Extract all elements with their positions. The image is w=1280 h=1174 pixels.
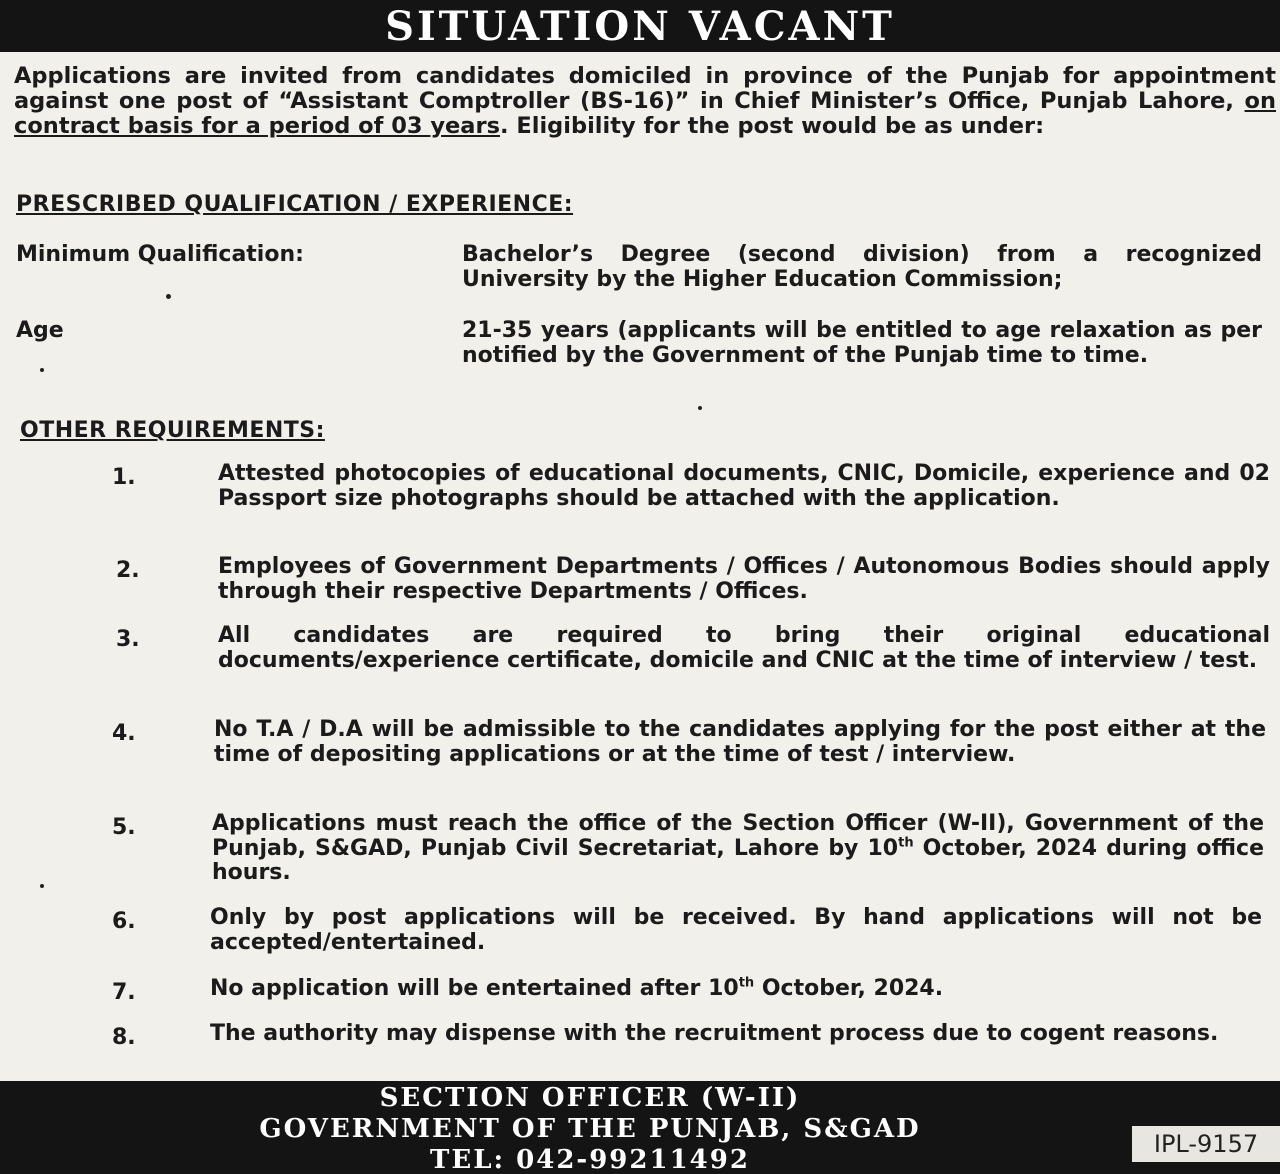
deadline-day: 10	[708, 976, 739, 1001]
by-post-emphasis: by post applications	[283, 905, 556, 930]
age-value: 21-35 years (applicants will be entitled to age relaxation as per notified by the Government of the Punjab time to time.	[462, 318, 1262, 368]
footer-department: GOVERNMENT OF THE PUNJAB, S&GAD	[259, 1114, 921, 1144]
requirement-text-b: will be received. By hand applications will not be accepted/entertained.	[210, 905, 1263, 955]
requirement-text	[210, 906, 1262, 955]
requirement-text-a: No application will be entertained after	[210, 976, 709, 1001]
requirement-text: Employees of Government Departments / Offices / Autonomous Bodies should apply through their respective Departments / Offices.	[218, 554, 1270, 604]
deadline-month-year: October, 2024	[913, 835, 1098, 861]
deadline-suffix: th	[738, 975, 755, 991]
contract-terms: on contract basis for a period of 03 years	[14, 88, 1276, 139]
deadline-month-year: October, 2024	[754, 976, 935, 1001]
deadline-suffix: th	[898, 835, 914, 851]
print-speck	[698, 406, 702, 410]
footer-phone: TEL: 042-99211492	[430, 1145, 750, 1174]
intro-text-3: . Eligibility for the post would be as under:	[499, 113, 1045, 139]
requirements-heading: OTHER REQUIREMENTS:	[20, 418, 325, 443]
page-title: SITUATION VACANT	[385, 2, 895, 50]
deadline-day: 10	[867, 835, 899, 861]
publication-code: IPL-9157	[1132, 1126, 1280, 1162]
intro-text-2: in Chief Minister’s Office, Punjab Lahore,	[689, 88, 1245, 114]
requirement-text	[210, 977, 1262, 1002]
print-speck	[40, 884, 44, 888]
print-speck	[166, 294, 171, 299]
intro-text-1: Applications are invited from candidates domiciled in province of the Punjab for appointment against one post of	[14, 63, 1276, 114]
requirement-text: No T.A / D.A will be admissible to the candidates applying for the post either at the time of depositing applications or at the time of test / interview.	[214, 717, 1266, 767]
requirement-number: 5.	[112, 815, 136, 840]
requirement-number: 4.	[112, 721, 136, 746]
requirement-number: 7.	[112, 980, 136, 1005]
footer-contact	[0, 1083, 1180, 1174]
requirement-number: 2.	[116, 558, 140, 583]
deadline-date	[867, 836, 1097, 861]
requirement-text-a: Applications must reach the office of the Section Officer (W-II), Government of the Punjab, S&GAD, Punjab Civil Secretariat, Lahore by	[212, 811, 1264, 861]
requirement-number: 3.	[116, 627, 140, 652]
requirement-text: The authority may dispense with the recruitment process due to cogent reasons.	[210, 1021, 1219, 1046]
post-title: “Assistant Comptroller (BS-16)”	[278, 88, 690, 114]
footer-officer: SECTION OFFICER (W-II)	[379, 1083, 801, 1113]
qualification-heading: PRESCRIBED QUALIFICATION / EXPERIENCE:	[16, 192, 574, 217]
qualification-label: Minimum Qualification:	[16, 242, 304, 267]
requirement-text: Attested photocopies of educational documents, CNIC, Domicile, experience and 02 Passport size photographs should be attached with the application.	[218, 461, 1270, 511]
print-speck	[40, 368, 44, 372]
footer-bar	[0, 1081, 1280, 1174]
requirement-number: 1.	[112, 465, 136, 490]
qualification-value: Bachelor’s Degree (second division) from a recognized University by the Higher Education Commission;	[462, 242, 1262, 292]
intro-paragraph	[14, 64, 1276, 139]
requirement-number: 8.	[112, 1025, 136, 1050]
requirement-text-b: during office hours.	[212, 835, 1264, 885]
header-bar	[0, 0, 1280, 52]
deadline-date	[708, 976, 935, 1001]
requirement-text: All candidates are required to bring their original educational documents/experience certificate, domicile and CNIC at the time of interview / test.	[218, 623, 1270, 673]
requirement-text-b: .	[934, 976, 944, 1001]
requirement-text	[212, 812, 1264, 886]
age-label: Age	[16, 318, 64, 343]
requirement-number: 6.	[112, 909, 136, 934]
requirement-text-a: Only	[210, 905, 284, 930]
